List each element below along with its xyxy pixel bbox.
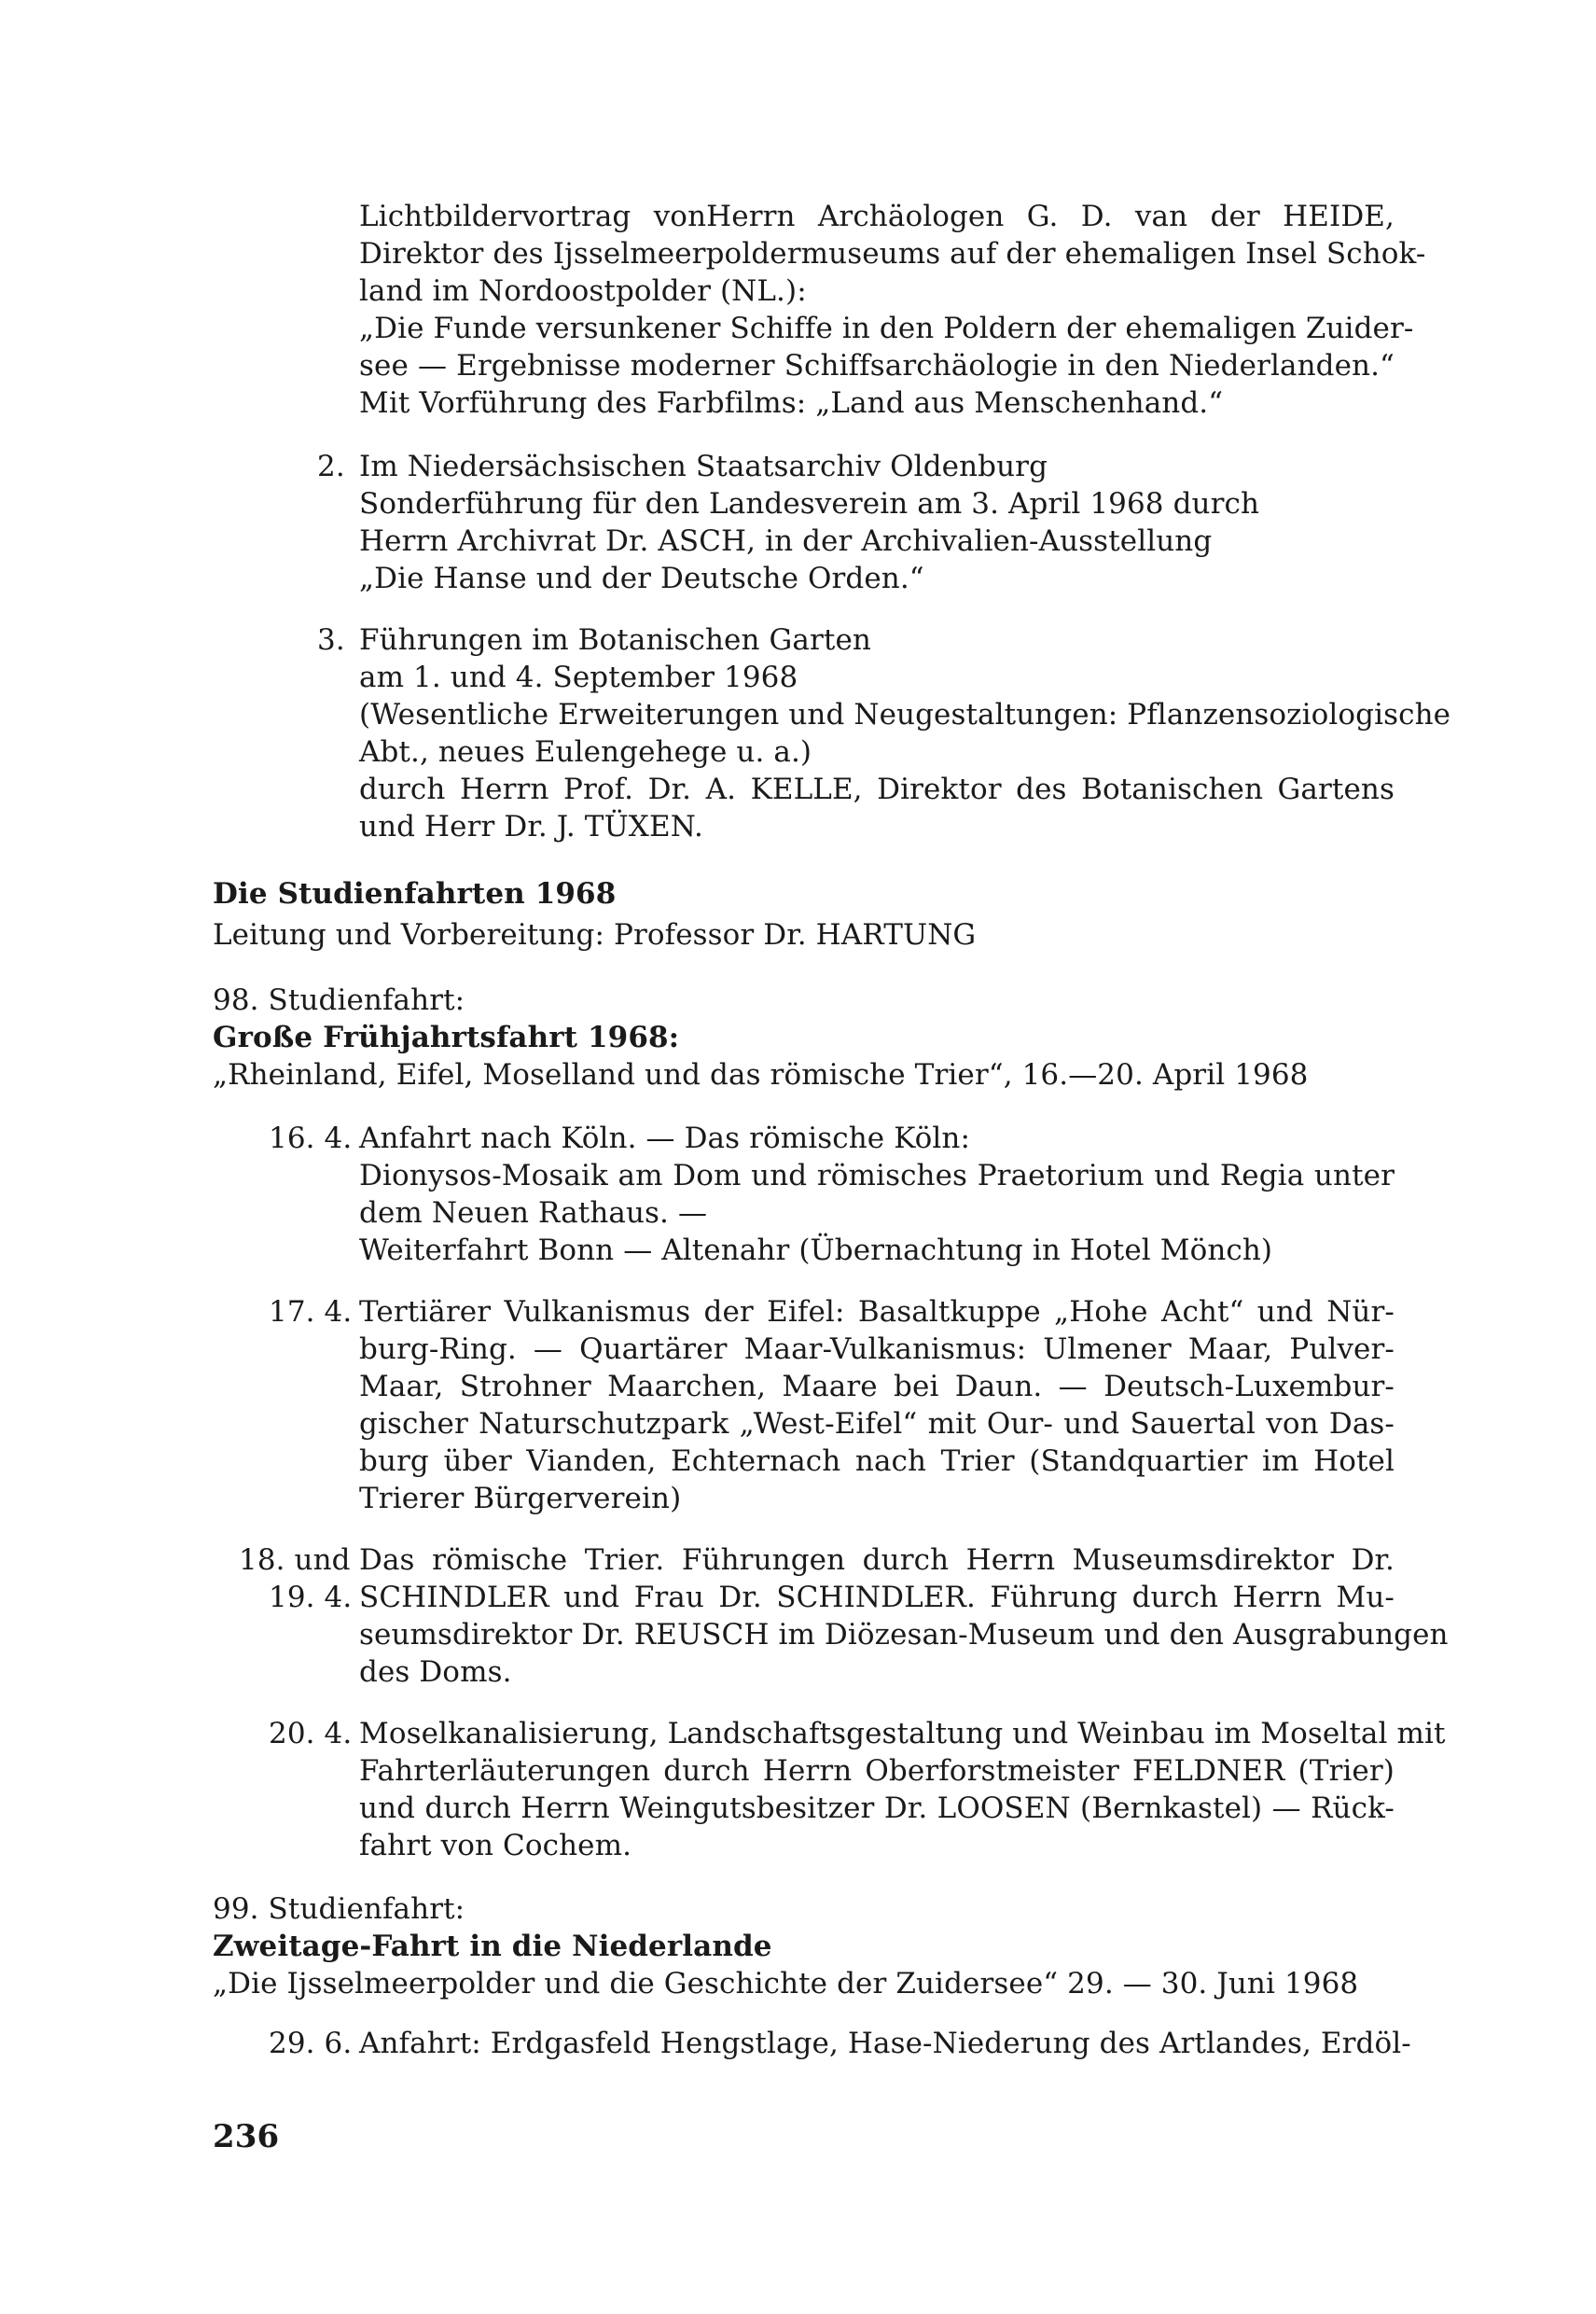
day-line: Maar, Strohner Maarchen, Maare bei Daun. — Deutsch-Luxembur-: [359, 1370, 1395, 1403]
day-date: 29. 6.: [269, 2027, 353, 2060]
day-line: burg-Ring. — Quartärer Maar-Vulkanismus: Ulmener Maar, Pulver-: [359, 1332, 1395, 1366]
trip-title: Zweitage-Fahrt in die Niederlande: [213, 1930, 772, 1963]
item-line: Im Niedersächsischen Staatsarchiv Oldenburg: [359, 450, 1048, 483]
item-line: am 1. und 4. September 1968: [359, 661, 798, 694]
day-line: und durch Herrn Weingutsbesitzer Dr. LOOSEN (Bernkastel) — Rück-: [359, 1791, 1395, 1825]
day-line: Trierer Bürgerverein): [359, 1482, 682, 1515]
day-line: Fahrterläuterungen durch Herrn Oberforstmeister FELDNER (Trier): [359, 1754, 1395, 1788]
item-line: Sonderführung für den Landesverein am 3. April 1968 durch: [359, 487, 1260, 521]
intro-line: see — Ergebnisse moderner Schiffsarchäologie in den Niederlanden.“: [359, 349, 1395, 383]
trip-label: 99. Studienfahrt:: [213, 1892, 465, 1926]
intro-line: Lichtbildervortrag vonHerrn Archäologen G. D. van der HEIDE,: [359, 200, 1395, 233]
intro-line: „Die Funde versunkener Schiffe in den Poldern der ehemaligen Zuider-: [359, 312, 1414, 345]
item-line: und Herr Dr. J. TÜXEN.: [359, 810, 703, 843]
page-number: 236: [213, 2118, 280, 2155]
day-line: fahrt von Cochem.: [359, 1829, 632, 1862]
item-line: Führungen im Botanischen Garten: [359, 623, 871, 657]
day-line: Das römische Trier. Führungen durch Herrn Museumsdirektor Dr.: [359, 1543, 1395, 1577]
trip-subtitle: „Rheinland, Eifel, Moselland und das römische Trier“, 16.—20. April 1968: [213, 1058, 1309, 1092]
day-line: seumsdirektor Dr. REUSCH im Diözesan-Museum und den Ausgrabungen: [359, 1618, 1449, 1652]
day-line: dem Neuen Rathaus. —: [359, 1196, 708, 1230]
item-line: (Wesentliche Erweiterungen und Neugestaltungen: Pflanzensoziologische: [359, 698, 1451, 732]
day-line: Dionysos-Mosaik am Dom und römisches Praetorium und Regia unter: [359, 1159, 1395, 1192]
day-line: Moselkanalisierung, Landschaftsgestaltung und Weinbau im Moseltal mit: [359, 1717, 1446, 1750]
trip-subtitle: „Die Ijsselmeerpolder und die Geschichte der Zuidersee“ 29. — 30. Juni 1968: [213, 1967, 1359, 2000]
day-date: 17. 4.: [269, 1295, 353, 1329]
day-date: 18. und: [239, 1543, 351, 1577]
trip-title: Große Frühjahrtsfahrt 1968:: [213, 1021, 680, 1054]
day-date: 20. 4.: [269, 1717, 353, 1750]
intro-line: land im Nordoostpolder (NL.):: [359, 274, 807, 308]
day-line: SCHINDLER und Frau Dr. SCHINDLER. Führung durch Herrn Mu-: [359, 1581, 1395, 1614]
section-subheading: Leitung und Vorbereitung: Professor Dr. HARTUNG: [213, 918, 977, 952]
day-line: Tertiärer Vulkanismus der Eifel: Basaltkuppe „Hohe Acht“ und Nür-: [359, 1295, 1395, 1329]
day-line: Anfahrt nach Köln. — Das römische Köln:: [359, 1122, 971, 1155]
item-line: „Die Hanse und der Deutsche Orden.“: [359, 562, 924, 595]
day-line: Anfahrt: Erdgasfeld Hengstlage, Hase-Niederung des Artlandes, Erdöl-: [359, 2027, 1411, 2060]
item-number: 2.: [317, 450, 345, 483]
day-line: gischer Naturschutzpark „West-Eifel“ mit Our- und Sauertal von Das-: [359, 1407, 1395, 1441]
day-line: des Doms.: [359, 1655, 512, 1689]
day-date: 19. 4.: [269, 1581, 353, 1614]
item-number: 3.: [317, 623, 345, 657]
day-line: Weiterfahrt Bonn — Altenahr (Übernachtung in Hotel Mönch): [359, 1234, 1273, 1267]
item-line: Herrn Archivrat Dr. ASCH, in der Archivalien-Ausstellung: [359, 524, 1213, 558]
intro-line: Direktor des Ijsselmeerpoldermuseums auf der ehemaligen Insel Schok-: [359, 237, 1426, 271]
item-line: durch Herrn Prof. Dr. A. KELLE, Direktor des Botanischen Gartens: [359, 773, 1395, 806]
section-heading: Die Studienfahrten 1968: [213, 877, 617, 911]
day-line: burg über Vianden, Echternach nach Trier (Standquartier im Hotel: [359, 1444, 1395, 1478]
item-line: Abt., neues Eulengehege u. a.): [359, 735, 812, 769]
trip-label: 98. Studienfahrt:: [213, 983, 465, 1017]
intro-line: Mit Vorführung des Farbfilms: „Land aus Menschenhand.“: [359, 386, 1224, 420]
day-date: 16. 4.: [269, 1122, 353, 1155]
